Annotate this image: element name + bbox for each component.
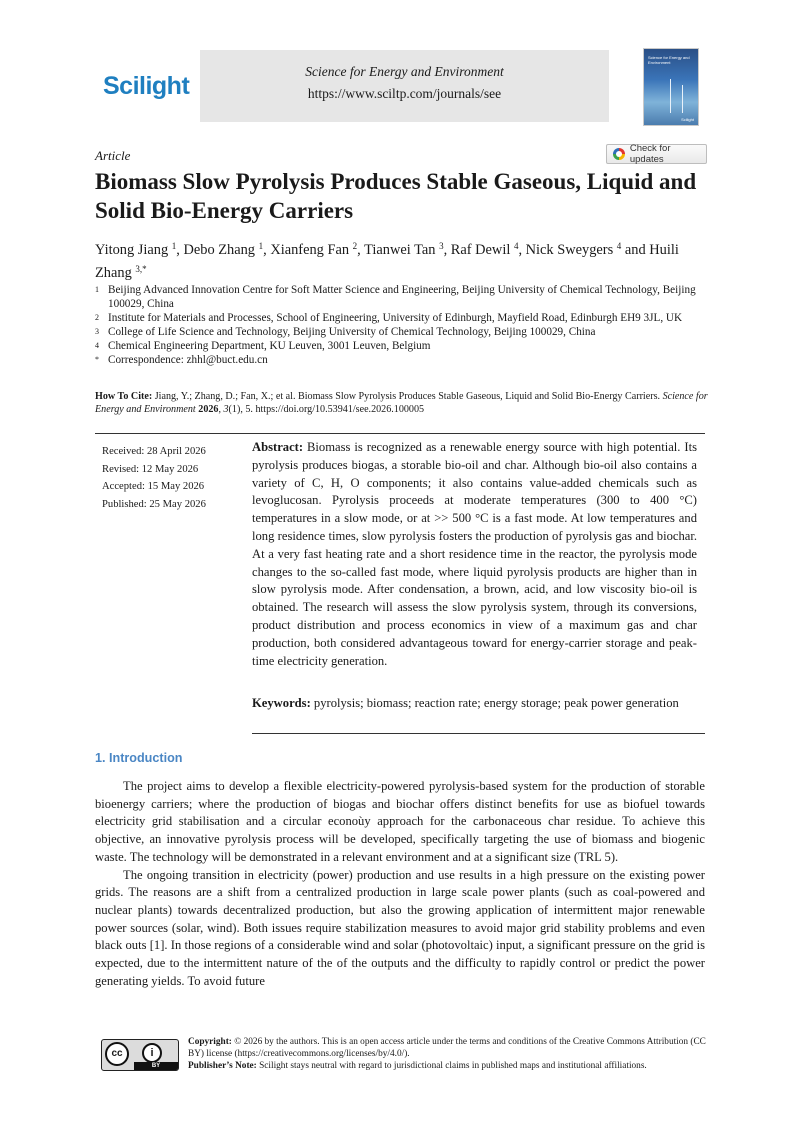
dates-panel [102,443,206,513]
article-type: Article [95,148,131,163]
author-affiliation-mark: 4 [616,241,622,251]
creative-commons-icon: cc [105,1042,129,1066]
abstract [252,439,697,670]
journal-url[interactable]: https://www.sciltp.com/journals/see [307,86,502,101]
received-date: Received: 28 April 2026 [102,446,206,457]
author-name: Xianfeng Fan [270,242,350,258]
author-separator: and [621,242,650,258]
author-list [95,237,715,283]
author-separator: , [176,242,184,258]
affiliation-item [95,283,710,311]
affiliation-mark: * [95,355,99,364]
introduction-body [95,778,705,990]
scilight-logo: Scilight [103,72,190,100]
accepted-date: Accepted: 15 May 2026 [102,481,205,492]
author-separator: , [357,242,365,258]
cover-title: Science for Energy and Environment [648,55,690,65]
abstract-divider [252,733,705,734]
author-name: Tianwei Tan [364,242,436,258]
author-affiliation-mark: 3,* [135,264,147,274]
check-for-updates-label: Check for updates [629,143,671,165]
published-date: Published: 25 May 2026 [102,498,206,510]
cover-brand: Scilight [681,117,694,122]
affiliation-item [95,325,710,339]
author-separator: , [263,242,271,258]
paragraph: The ongoing transition in electricity (power) production and use results in a high pressure on the existing power grids. The reasons are a shift from a centralized production in large scale power plants (such as coal-powered and nuclear plants) towards decentralized production, but also the growing application of intermittent major renewable power sources (solar, wind). Both issues require stabilization measures to avoid major grid stability problems and even black outs [1]. In those regions of a considerable wind and solar (photovoltaic) input, a significant pressure on the grid is expected, due to the intermittent nature of the of the outputs and the difficulty to rapidly control or predict the power generating yields. To avoid future [95,867,705,988]
publisher-note-label: Publisher’s Note: [188,1061,257,1071]
affiliation-text: Institute for Materials and Processes, School of Engineering, University of Edinburgh, Mayfield Road, Edinburgh EH9 3JL, UK [108,312,683,324]
affiliation-mark: 2 [95,313,99,322]
affiliation-item [95,311,710,325]
affiliation-text: Correspondence: zhhl@buct.edu.cn [108,354,268,366]
crossmark-icon [613,148,625,160]
check-for-updates-button[interactable] [606,144,707,164]
journal-cover-image [644,49,698,125]
affiliation-text: Beijing Advanced Innovation Centre for Soft Matter Science and Engineering, Beijing University of Chemical Technology, Beijing 100029, China [108,284,696,310]
keywords-text: pyrolysis; biomass; reaction rate; energy storage; peak power generation [310,696,679,710]
how-to-cite-volume: 3 [223,404,229,415]
wind-turbine-icon [670,79,671,113]
how-to-cite-journal: Science for Energy and Environment [95,391,708,415]
affiliation-text: College of Life Science and Technology, Beijing University of Chemical Technology, Beijing 100029, China [108,326,596,338]
by-label: BY [134,1062,178,1070]
author-name: Nick Sweygers [525,242,614,258]
how-to-cite-year: 2026 [198,404,219,415]
how-to-cite-text: Jiang, Y.; Zhang, D.; Fan, X.; et al. Biomass Slow Pyrolysis Produces Stable Gaseous, Liquid and Solid Bio-Energy Carriers. [152,391,663,402]
affiliation-item [95,339,710,353]
paragraph: The project aims to develop a flexible electricity-powered pyrolysis-based system for the production of storable bioenergy carriers; where the production of biogas and biochar offers distinct benefits for use as biofuel towards electricity grid stabilisation and a circular econoùy approach for the carbonaceous char residue. To achieve this objective, an innovative pyrolysis process will be developed, specifically targeting the use of biomass and biogenic waste. The technology will be demonstrated in a relevant environment and at a significant size (TRL 5). [95,779,705,864]
author-separator: , [518,242,526,258]
author-affiliation-mark: 4 [513,241,519,251]
author-affiliation-mark: 3 [439,241,444,251]
how-to-cite-doi[interactable]: (1), 5. https://doi.org/10.53941/see.2026.100005 [228,404,425,415]
copyright-notice [188,1036,708,1072]
wind-turbine-icon [682,85,683,113]
journal-header [200,50,609,122]
keywords-label: Keywords: [252,696,311,710]
journal-name: Science for Energy and Environment [305,64,504,79]
author-affiliation-mark: 1 [171,241,177,251]
copyright-label: Copyright: [188,1037,232,1047]
affiliations [95,283,710,367]
author-name: Huili Zhang [95,242,679,281]
affiliation-mark: 1 [95,285,99,294]
how-to-cite-label: How To Cite: [95,391,153,402]
section-heading-introduction: 1. Introduction [95,751,183,765]
cc-by-license-badge[interactable] [101,1039,179,1071]
copyright-text: © 2026 by the authors. This is an open access article under the terms and conditions of the Creative Commons Attribution (CC BY) license (https://creativecommons.org/licenses/by/4.0/). [188,1037,706,1059]
author-separator: , [443,242,451,258]
how-to-cite: How To Cite: Jiang, Y.; Zhang, D.; Fan, X.; et al. Biomass Slow Pyrolysis Produces Stable Gaseous, Liquid and Solid Bio-Energy Carriers. Science for Energy and Environment 2026, 3(1), 5. https://doi.org/10.53941/see.2026.100005 [95,391,708,415]
keywords [252,695,697,713]
author-affiliation-mark: 1 [258,241,264,251]
abstract-text: Biomass is recognized as a renewable energy source with high potential. Its pyrolysis produces biogas, a storable bio-oil and char. Although bio-oil also contains a variety of C, H, O components; it also contains value-added chemicals such as levoglucosan. Pyrolysis proceeds at moderate temperatures (300 to 400 °C) temperatures in a slow mode, or at >> 500 °C is a fast mode. At low temperatures and long residence times, slow pyrolysis fosters the production of pyrolysis gas and biochar. At a very fast heating rate and a short residence time in the reactor, the pyrolysis mode changes to the so-called fast mode, where liquid pyrolysis products are higher than in slow pyrolysis mode. After condensation, a brown, acid, and low viscosity bio-oil is obtained. The research will assess the slow pyrolysis system, through its conversions, product distribution and process economics in view of a maximum gas and char production, both considered advantageous toward for energy-carrier storage and peak-time electricity generation. [252,440,697,668]
affiliation-mark: 3 [95,327,99,336]
revised-date: Revised: 12 May 2026 [102,463,199,475]
author-affiliation-mark: 2 [352,241,358,251]
article-title: Biomass Slow Pyrolysis Produces Stable Gaseous, Liquid and Solid Bio-Energy Carriers [95,169,697,223]
affiliation-text: Chemical Engineering Department, KU Leuven, 3001 Leuven, Belgium [108,340,431,352]
attribution-icon: i [142,1043,162,1063]
top-divider [95,433,705,434]
author-name: Raf Dewil [450,242,511,258]
publisher-note-text: Scilight stays neutral with regard to jurisdictional claims in published maps and institutional affiliations. [256,1061,647,1071]
author-name: Debo Zhang [183,242,256,258]
affiliation-mark: 4 [95,341,99,350]
author-name: Yitong Jiang [95,242,169,258]
abstract-label: Abstract: [252,440,304,454]
affiliation-item [95,353,710,367]
